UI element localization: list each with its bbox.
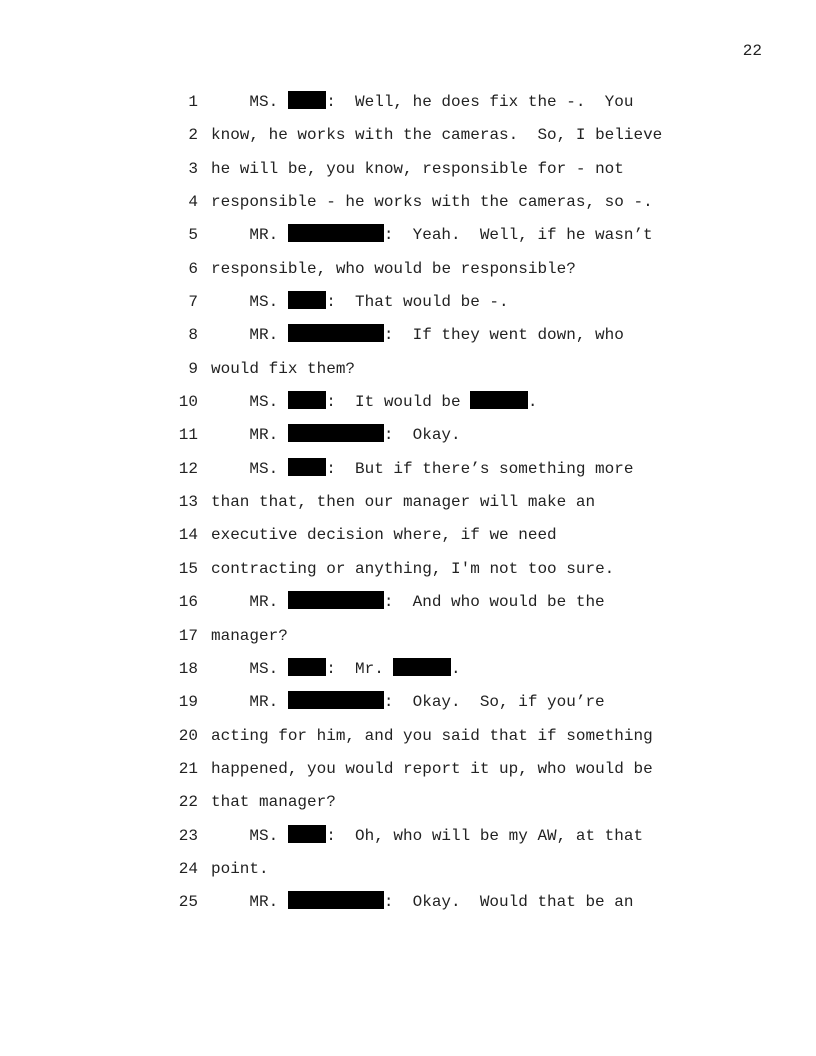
text-segment: : But if there’s something more [326, 459, 634, 478]
transcript-line [0, 786, 816, 819]
line-text [211, 486, 595, 519]
line-number: 10 [178, 393, 198, 412]
text-segment: MR. [211, 426, 288, 445]
line-number: 25 [178, 893, 198, 912]
transcript-line [0, 586, 816, 619]
transcript-line [0, 653, 816, 686]
line-text [211, 353, 355, 386]
line-text [211, 86, 633, 119]
line-text [211, 753, 653, 786]
line-number: 13 [178, 493, 198, 512]
redaction-block [288, 391, 326, 409]
text-segment: contracting or anything, I'm not too sure. [211, 559, 615, 578]
text-segment: point. [211, 859, 269, 878]
line-text [211, 219, 653, 252]
transcript-line [0, 319, 816, 352]
redaction-block [288, 691, 384, 709]
redaction-block [393, 658, 451, 676]
transcript-line [0, 386, 816, 419]
line-text [211, 519, 557, 552]
redaction-block [288, 458, 326, 476]
line-text [211, 686, 605, 719]
line-text [211, 119, 662, 152]
transcript-line [0, 620, 816, 653]
text-segment: than that, then our manager will make an [211, 493, 596, 512]
text-segment: that manager? [211, 793, 336, 812]
transcript-line [0, 820, 816, 853]
line-number: 4 [188, 193, 198, 212]
transcript-line [0, 286, 816, 319]
text-segment: executive decision where, if we need [211, 526, 557, 545]
line-number: 3 [188, 159, 198, 178]
text-segment: MS. [211, 659, 288, 678]
text-segment: MS. [211, 459, 288, 478]
text-segment: acting for him, and you said that if something [211, 726, 653, 745]
text-segment: know, he works with the cameras. So, I believe [211, 126, 663, 145]
line-text [211, 553, 614, 586]
line-number: 9 [188, 359, 198, 378]
line-number: 11 [178, 426, 198, 445]
text-segment: MS. [211, 293, 288, 312]
line-text [211, 319, 624, 352]
transcript-line [0, 419, 816, 452]
transcript-line [0, 553, 816, 586]
line-number: 12 [178, 459, 198, 478]
line-number: 19 [178, 693, 198, 712]
line-text [211, 820, 643, 853]
line-text [211, 253, 576, 286]
transcript-line [0, 353, 816, 386]
transcript-line [0, 86, 816, 119]
transcript-line [0, 686, 816, 719]
transcript-line [0, 720, 816, 753]
text-segment: MS. [211, 93, 288, 111]
text-segment: MR. [211, 593, 288, 612]
redaction-block [470, 391, 528, 409]
redaction-block [288, 291, 326, 309]
line-text [211, 186, 653, 219]
redaction-block [288, 891, 384, 909]
transcript-line [0, 119, 816, 152]
transcript-body [0, 86, 816, 920]
transcript-line [0, 186, 816, 219]
line-text [211, 853, 269, 886]
text-segment: : Okay. So, if you’re [383, 693, 605, 712]
text-segment: : Yeah. Well, if he wasn’t [383, 226, 653, 245]
text-segment: responsible - he works with the cameras, so -. [211, 193, 653, 212]
line-number: 5 [188, 226, 198, 245]
text-segment: would fix them? [211, 359, 356, 378]
line-number: 1 [188, 93, 198, 111]
text-segment: : Okay. [383, 426, 461, 445]
line-text [211, 453, 633, 486]
line-number: 16 [178, 593, 198, 612]
line-number: 21 [178, 759, 198, 778]
line-text [211, 286, 509, 319]
line-number: 7 [188, 293, 198, 312]
transcript-line [0, 486, 816, 519]
line-text [211, 620, 288, 653]
text-segment: . [451, 659, 461, 678]
text-segment: responsible, who would be responsible? [211, 259, 576, 278]
line-number: 22 [178, 793, 198, 812]
text-segment: : It would be [326, 393, 471, 412]
text-segment: . [527, 393, 538, 412]
text-segment: : And who would be the [383, 593, 605, 612]
transcript-line [0, 453, 816, 486]
text-segment: : Okay. Would that be an [383, 893, 634, 912]
text-segment: manager? [211, 626, 288, 645]
transcript-line [0, 886, 816, 919]
line-number: 18 [178, 659, 198, 678]
text-segment: : Mr. [326, 659, 394, 678]
transcript-line [0, 519, 816, 552]
line-number: 14 [178, 526, 198, 545]
line-text [211, 786, 336, 819]
redaction-block [288, 91, 326, 109]
text-segment: MS. [211, 826, 288, 845]
line-number: 23 [178, 826, 198, 845]
text-segment: : Oh, who will be my AW, at that [326, 826, 644, 845]
text-segment: MR. [211, 693, 288, 712]
line-number: 2 [188, 126, 198, 145]
transcript-line [0, 153, 816, 186]
transcript-line [0, 253, 816, 286]
line-number: 17 [178, 626, 198, 645]
text-segment: MS. [211, 393, 288, 412]
line-text [211, 653, 461, 686]
line-text [211, 153, 624, 186]
text-segment: : Well, he does fix the -. You [326, 93, 634, 111]
page-number: 22 [742, 42, 762, 60]
redaction-block [288, 424, 384, 442]
text-segment: MR. [211, 893, 288, 912]
redaction-block [288, 825, 326, 843]
redaction-block [288, 591, 384, 609]
line-text [211, 886, 633, 919]
line-text [211, 419, 461, 452]
line-number: 15 [178, 559, 198, 578]
line-text [211, 720, 653, 753]
text-segment: MR. [211, 226, 288, 245]
line-text [211, 386, 537, 419]
transcript-line [0, 219, 816, 252]
text-segment: happened, you would report it up, who would be [211, 759, 653, 778]
line-number: 8 [188, 326, 198, 345]
line-number: 20 [178, 726, 198, 745]
line-number: 6 [188, 259, 198, 278]
transcript-line [0, 753, 816, 786]
text-segment: : If they went down, who [383, 326, 624, 345]
line-text [211, 586, 605, 619]
redaction-block [288, 224, 384, 242]
transcript-line [0, 853, 816, 886]
line-number: 24 [178, 859, 198, 878]
text-segment: he will be, you know, responsible for - not [211, 159, 624, 178]
text-segment: : That would be -. [326, 293, 509, 312]
redaction-block [288, 324, 384, 342]
text-segment: MR. [211, 326, 288, 345]
redaction-block [288, 658, 326, 676]
